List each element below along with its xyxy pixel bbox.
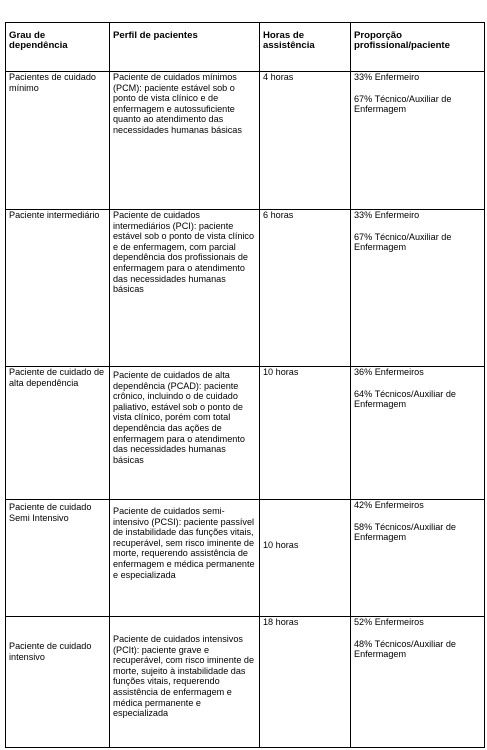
cell-grau: Paciente de cuidado Semi Intensivo [6, 500, 110, 617]
proporcao-tecnico: 48% Técnicos/Auxiliar de Enfermagem [354, 638, 456, 660]
proporcao-enfermeiro: 42% Enfermeiros [354, 500, 424, 510]
proporcao-enfermeiro: 33% Enfermeiro [354, 72, 420, 82]
proporcao-tecnico: 58% Técnicos/Auxiliar de Enfermagem [354, 521, 456, 543]
header-grau: Grau de dependência [6, 23, 110, 72]
proporcao-tecnico: 64% Técnicos/Auxiliar de Enfermagem [354, 388, 456, 410]
cell-proporcao [351, 72, 485, 210]
table-row [6, 617, 485, 748]
cell-grau: Paciente de cuidado de alta dependência [6, 367, 110, 500]
proporcao-enfermeiro: 33% Enfermeiro [354, 210, 420, 220]
cell-horas: 4 horas [260, 72, 351, 210]
table-header-row [6, 23, 485, 72]
cell-horas: 6 horas [260, 210, 351, 367]
table-row [6, 367, 485, 500]
cell-horas: 10 horas [260, 367, 351, 500]
table-row [6, 210, 485, 367]
header-perfil: Perfil de pacientes [110, 23, 260, 72]
cell-perfil: Paciente de cuidados de alta dependência (PCAD): paciente crônico, incluindo o de cuidado paliativo, estável sob o ponto de vista clínico, porém com total dependência das ações de enfermagem para o atendimento das necessidades humanas básicas [110, 367, 260, 500]
proporcao-tecnico: 67% Técnico/Auxiliar de Enfermagem [354, 231, 452, 253]
cell-grau: Pacientes de cuidado mínimo [6, 72, 110, 210]
proporcao-enfermeiro: 36% Enfermeiros [354, 367, 424, 377]
cell-proporcao [351, 367, 485, 500]
proporcao-enfermeiro: 52% Enfermeiros [354, 617, 424, 627]
cell-horas: 18 horas [260, 617, 351, 748]
cell-horas: 10 horas [260, 500, 351, 617]
cell-proporcao [351, 210, 485, 367]
cell-perfil: Paciente de cuidados semi-intensivo (PCSI): paciente passível de instabilidade das funções vitais, recuperável, sem risco iminente de morte, requerendo assistência de enfermagem e médica permanente e especializada [110, 500, 260, 617]
cell-grau: Paciente intermediário [6, 210, 110, 367]
header-proporcao: Proporção profissional/paciente [351, 23, 485, 72]
proporcao-tecnico: 67% Técnico/Auxiliar de Enfermagem [354, 93, 452, 115]
table-row [6, 72, 485, 210]
cell-proporcao [351, 500, 485, 617]
cell-perfil: Paciente de cuidados mínimos (PCM): paciente estável sob o ponto de vista clínico e de enfermagem e autossuficiente quanto ao atendimento das necessidades humanas básicas [110, 72, 260, 210]
header-horas: Horas de assistência [260, 23, 351, 72]
table-row [6, 500, 485, 617]
cell-grau: Paciente de cuidado intensivo [6, 617, 110, 748]
cell-proporcao [351, 617, 485, 748]
dependency-table [5, 22, 485, 748]
cell-perfil: Paciente de cuidados intermediários (PCI): paciente estável sob o ponto de vista clínico e de enfermagem, com parcial dependência dos profissionais de enfermagem para o atendimento das necessidades humanas básicas [110, 210, 260, 367]
cell-perfil: Paciente de cuidados intensivos (PCIt): paciente grave e recuperável, com risco iminente de morte, sujeito à instabilidade das funções vitais, requerendo assistência de enfermagem e médica permanente e especializada [110, 617, 260, 748]
